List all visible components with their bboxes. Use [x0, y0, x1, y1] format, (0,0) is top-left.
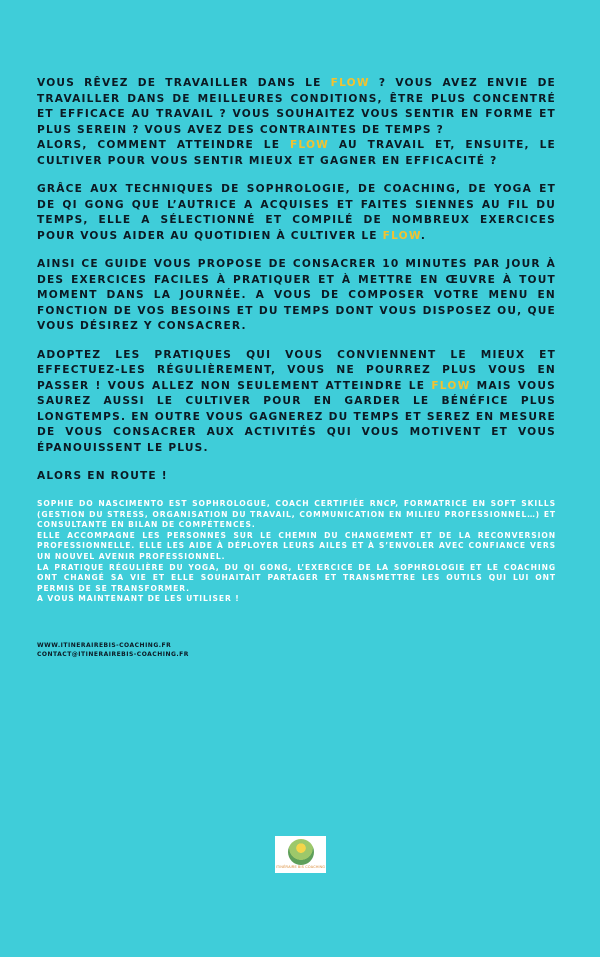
logo-landscape-icon [288, 839, 314, 865]
flow-highlight: FLOW [431, 379, 471, 392]
publisher-logo [275, 836, 326, 873]
bio-line-3: LA PRATIQUE RÉGULIÈRE DU YOGA, DU QI GONG, L’EXERCICE DE LA SOPHROLOGIE ET LE COACHING ONT CHANGÉ SA VIE ET ELLE SOUHAITAIT PARTAGER ET TRANSMETTRE LES OUTILS QUI LUI ONT PERMIS DE SE TRANSFORMER. [37, 562, 556, 593]
intro-closing: ALORS EN ROUTE ! [37, 470, 168, 482]
email-link[interactable]: CONTACT@ITINERAIREBIS-COACHING.FR [37, 651, 189, 658]
bio-line-1: SOPHIE DO NASCIMENTO EST SOPHROLOGUE, COACH CERTIFIÉE RNCP, FORMATRICE EN SOFT SKILLS (GESTION DU STRESS, ORGANISATION DU TRAVAIL, COMMUNICATION EN MILIEU PROFESSIONNEL…) ET CONSULTANTE EN BILAN DE COMPÉTENCES. [37, 499, 556, 530]
contact-info [37, 641, 189, 659]
bio-line-2: ELLE ACCOMPAGNE LES PERSONNES SUR LE CHEMIN DU CHANGEMENT ET DE LA RECONVERSION PROFESSIONNELLE. ELLE LES AIDE À DÉPLOYER LEURS AILES ET À S’ENVOLER AVEC CONFIANCE VERS UN NOUVEL AVENIR PROFESSIONNEL. [37, 530, 556, 561]
intro-paragraph-2 [37, 182, 556, 244]
back-cover-description [37, 76, 556, 498]
text: AU TRAVAIL ET, ENSUITE, LE CULTIVER POUR VOUS SENTIR MIEUX ET GAGNER EN EFFICACITÉ ? [37, 139, 556, 167]
author-bio [37, 499, 556, 605]
flow-highlight: FLOW [289, 139, 330, 151]
flow-highlight: FLOW [382, 229, 421, 242]
flow-highlight: FLOW [330, 77, 370, 89]
text: ADOPTEZ LES PRATIQUES QUI VOUS CONVIENNENT LE MIEUX ET EFFECTUEZ-LES RÉGULIÈREMENT, VOUS NE POURREZ PLUS VOUS EN PASSER ! VOUS ALLEZ NON SEULEMENT ATTEINDRE LE [37, 348, 556, 392]
text: VOUS RÊVEZ DE TRAVAILLER DANS LE [37, 77, 331, 89]
text: . [420, 229, 427, 242]
website-link[interactable]: WWW.ITINERAIREBIS-COACHING.FR [37, 642, 172, 649]
intro-paragraph-3: AINSI CE GUIDE VOUS PROPOSE DE CONSACRER 10 MINUTES PAR JOUR À DES EXERCICES FACILES À PRATIQUER ET À METTRE EN ŒUVRE À TOUT MOMENT DANS LA JOURNÉE. A VOUS DE COMPOSER VOTRE MENU EN FONCTION DE VOS BESOINS ET DU TEMPS DONT VOUS DISPOSEZ OU, QUE VOUS DÉSIREZ Y CONSACRER. [37, 258, 556, 332]
logo-text: ITINÉRAIRE BIS COACHING [275, 865, 326, 869]
text: MAIS VOUS SAUREZ AUSSI LE CULTIVER POUR EN GARDER LE BÉNÉFICE PLUS LONGTEMPS. EN OUTRE VOUS GAGNEREZ DU TEMPS ET SEREZ EN MESURE DE VOUS CONSACRER AUX ACTIVITÉS QUI VOUS MOTIVENT ET VOUS ÉPANOUISSENT LE PLUS. [37, 379, 556, 454]
text: ALORS, COMMENT ATTEINDRE LE [37, 139, 290, 151]
text: ? VOUS AVEZ ENVIE DE TRAVAILLER DANS DE MEILLEURES CONDITIONS, ÊTRE PLUS CONCENTRÉ ET EFFICACE AU TRAVAIL ? VOUS SOUHAITEZ VOUS SENTIR EN FORME ET PLUS SEREIN ? VOUS AVEZ DES CONTRAINTES DE TEMPS ? [37, 77, 556, 136]
intro-paragraph-4 [37, 348, 556, 457]
intro-paragraph-1 [37, 76, 556, 169]
bio-line-4: A VOUS MAINTENANT DE LES UTILISER ! [37, 594, 240, 604]
text: GRÂCE AUX TECHNIQUES DE SOPHROLOGIE, DE COACHING, DE YOGA ET DE QI GONG QUE L’AUTRICE A ACQUISES ET FAITES SIENNES AU FIL DU TEMPS, ELLE A SÉLECTIONNÉ ET COMPILÉ DE NOMBREUX EXERCICES POUR VOUS AIDER AU QUOTIDIEN À CULTIVER LE [37, 183, 556, 242]
